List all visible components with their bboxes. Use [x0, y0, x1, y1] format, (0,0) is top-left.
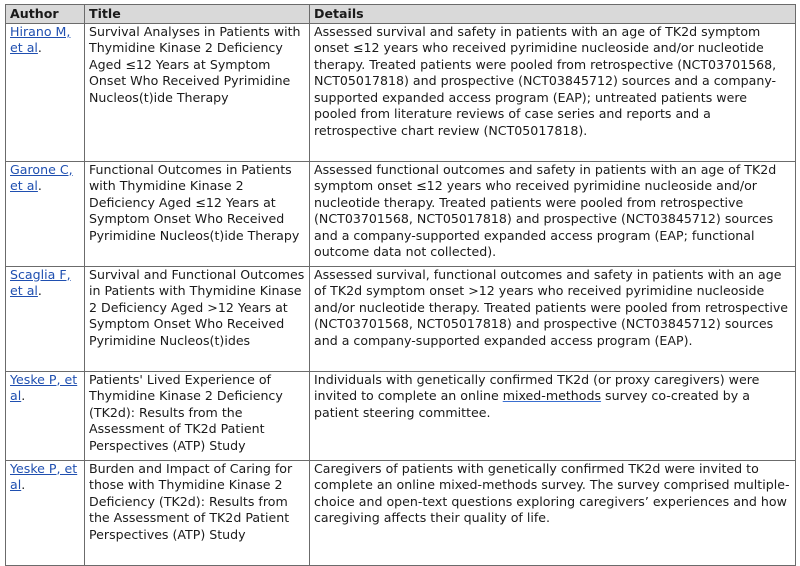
- author-suffix: .: [37, 283, 42, 298]
- details-cell: Assessed functional outcomes and safety in patients with an age of TK2d symptom onset ≤12 years who received pyrimidine nucleoside and/or nucleotide therapy. Treated patients were pooled from retrospective (NCT03701568, NCT05017818) and prospective (NCT03845712) sources and a company-supported expanded access program (EAP; functional outcome data not collected).: [310, 161, 796, 266]
- author-link[interactable]: Garone C, et al: [10, 161, 73, 193]
- table-row: [6, 460, 796, 565]
- details-text: survey co-created by a patient steering committee.: [314, 388, 750, 420]
- details-cell: [310, 371, 796, 460]
- details-cell: Assessed survival and safety in patients with an age of TK2d symptom onset ≤12 years who received pyrimidine nucleoside and/or nucleotide therapy. Treated patients were pooled from retrospective (NCT03701568, NCT05017818) and prospective (NCT03845712) sources and a company-supported expanded access program (EAP); untreated patients were pooled from literature reviews of case series and reports and a retrospective chart review (NCT05017818).: [310, 23, 796, 161]
- details-cell: Assessed survival, functional outcomes and safety in patients with an age of TK2d symptom onset >12 years who received pyrimidine nucleoside and/or nucleotide therapy. Treated patients were pooled from retrospective (NCT03701568, NCT05017818) and prospective (NCT03845712) sources and a company-supported expanded access program (EAP).: [310, 266, 796, 371]
- author-link[interactable]: Yeske P, et al: [10, 371, 78, 403]
- title-cell: Burden and Impact of Caring for those with Thymidine Kinase 2 Deficiency (TK2d): Results from the Assessment of TK2d Patient Perspectives (ATP) Study: [85, 460, 310, 565]
- author-suffix: .: [21, 477, 26, 492]
- author-suffix: .: [21, 388, 26, 403]
- details-text: Individuals with genetically confirmed TK2d (or proxy caregivers) were invited to complete an online: [314, 371, 760, 403]
- details-cell: Caregivers of patients with genetically confirmed TK2d were invited to complete an online mixed-methods survey. The survey comprised multiple-choice and open-text questions exploring caregivers’ experiences and how caregiving affects their quality of life.: [310, 460, 796, 565]
- title-cell: Functional Outcomes in Patients with Thymidine Kinase 2 Deficiency Aged ≤12 Years at Symptom Onset Who Received Pyrimidine Nucleos(t)ide Therapy: [85, 161, 310, 266]
- author-cell: [6, 23, 85, 161]
- author-cell: [6, 266, 85, 371]
- title-cell: Patients' Lived Experience of Thymidine Kinase 2 Deficiency (TK2d): Results from the Assessment of TK2d Patient Perspectives (ATP) Study: [85, 371, 310, 460]
- author-link[interactable]: Scaglia F, et al: [10, 266, 71, 298]
- author-cell: [6, 371, 85, 460]
- studies-table: [5, 4, 796, 566]
- header-row: [6, 5, 796, 24]
- author-cell: [6, 460, 85, 565]
- title-cell: Survival Analyses in Patients with Thymidine Kinase 2 Deficiency Aged ≤12 Years at Symptom Onset Who Received Pyrimidine Nucleos(t)ide Therapy: [85, 23, 310, 161]
- author-suffix: .: [37, 40, 42, 55]
- author-link[interactable]: Hirano M, et al: [10, 23, 71, 55]
- header-author: Author: [6, 5, 85, 24]
- header-title: Title: [85, 5, 310, 24]
- header-details: Details: [310, 5, 796, 24]
- title-cell: Survival and Functional Outcomes in Patients with Thymidine Kinase 2 Deficiency Aged >12 Years at Symptom Onset Who Received Pyrimidine Nucleos(t)ides: [85, 266, 310, 371]
- table-row: [6, 161, 796, 266]
- table-row: [6, 23, 796, 161]
- details-underlined-term: mixed-methods: [502, 388, 602, 403]
- author-suffix: .: [37, 178, 42, 193]
- table-row: [6, 266, 796, 371]
- table-row: [6, 371, 796, 460]
- author-cell: [6, 161, 85, 266]
- author-link[interactable]: Yeske P, et al: [10, 460, 78, 492]
